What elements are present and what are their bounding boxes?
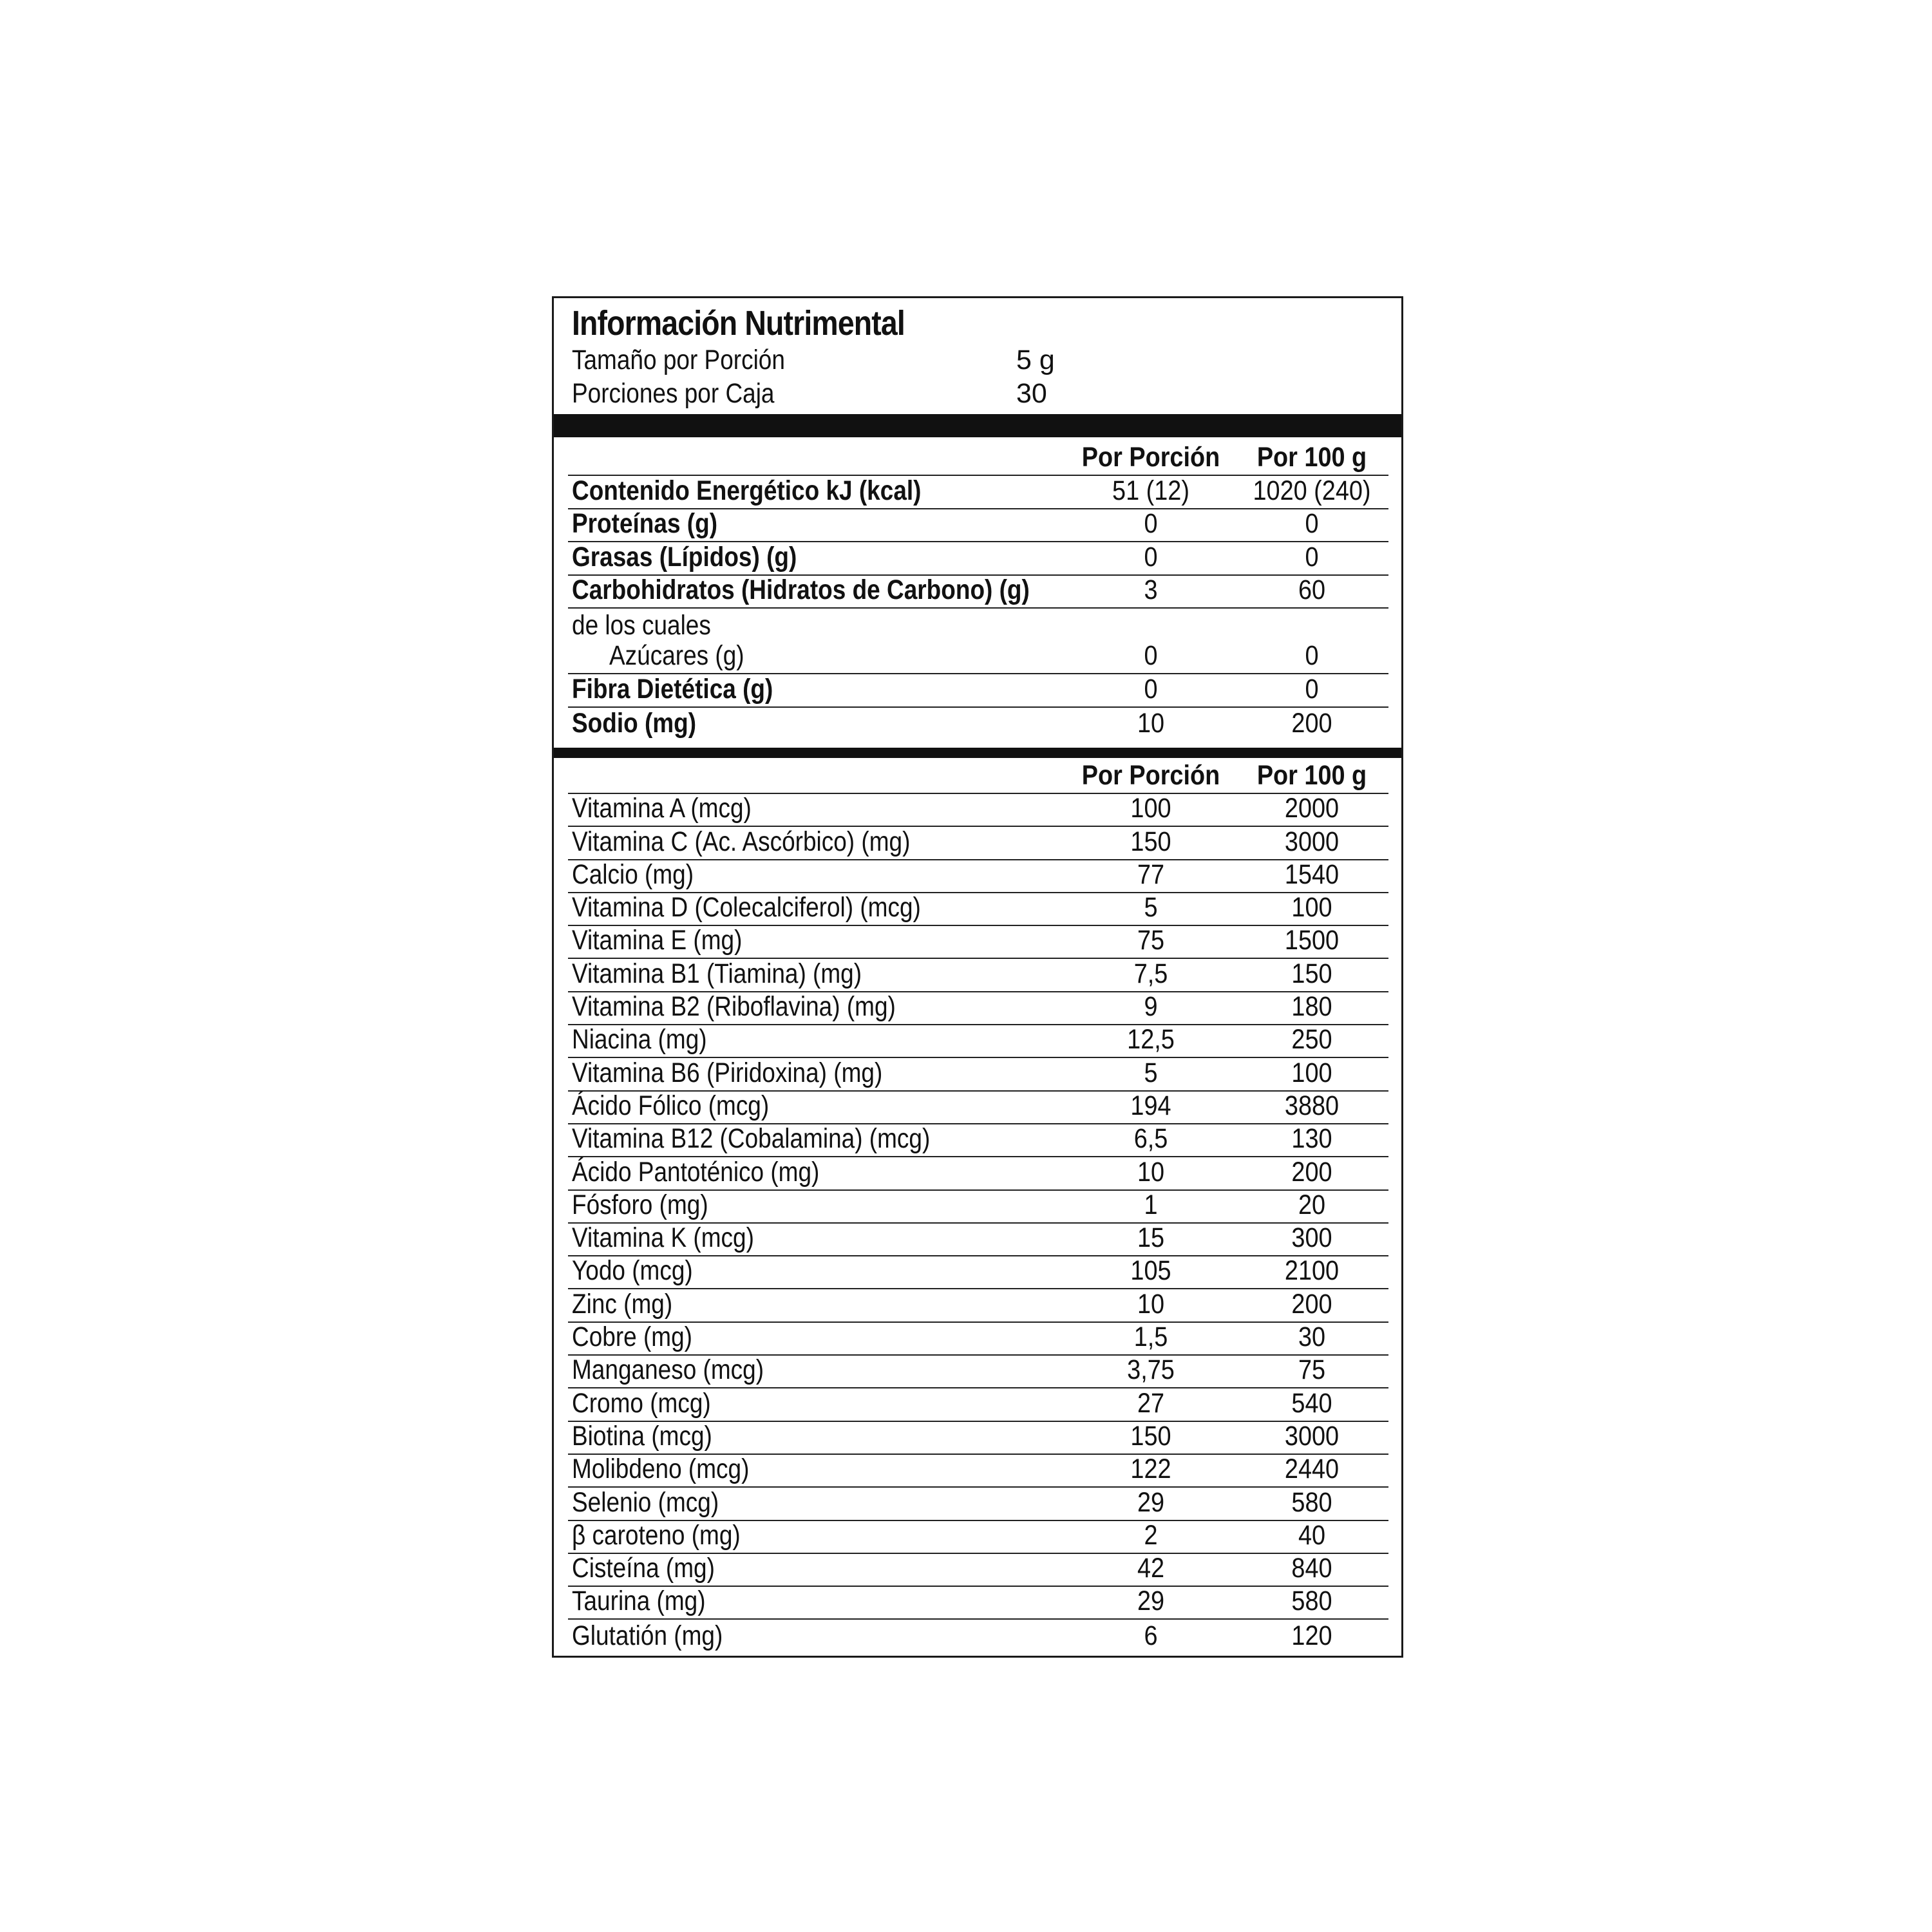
micro-row bbox=[568, 1554, 1388, 1587]
micro-row bbox=[568, 926, 1388, 959]
nutrient-name: Taurina (mg) bbox=[572, 1586, 706, 1617]
macro-row bbox=[568, 542, 1388, 576]
macro-row bbox=[568, 708, 1388, 741]
value-per-serving: 0 bbox=[1144, 673, 1158, 705]
nutrient-name: Vitamina E (mg) bbox=[572, 925, 743, 956]
value-per-serving: 10 bbox=[1137, 1156, 1165, 1188]
value-per-100g: 75 bbox=[1298, 1354, 1326, 1386]
value-per-serving: 3 bbox=[1144, 574, 1158, 605]
micro-row bbox=[568, 1058, 1388, 1091]
value-per-serving: 150 bbox=[1130, 1420, 1171, 1452]
value-per-100g: 580 bbox=[1291, 1586, 1332, 1617]
nutrient-name: Niacina (mg) bbox=[572, 1024, 707, 1056]
nutrient-name: Proteínas (g) bbox=[572, 508, 718, 539]
nutrient-name: Vitamina B6 (Piridoxina) (mg) bbox=[572, 1057, 883, 1088]
sub-group-label: de los cuales bbox=[572, 610, 711, 641]
nutrient-name: β caroteno (mg) bbox=[572, 1519, 741, 1551]
column-header-per-serving: Por Porción bbox=[1081, 442, 1220, 473]
micro-row bbox=[568, 1323, 1388, 1356]
micro-row bbox=[568, 992, 1388, 1025]
value-per-100g: 100 bbox=[1291, 1057, 1332, 1088]
value-per-serving: 100 bbox=[1130, 793, 1171, 824]
value-per-serving: 5 bbox=[1144, 892, 1158, 923]
nutrient-name: Fibra Dietética (g) bbox=[572, 673, 773, 705]
micro-row bbox=[568, 1521, 1388, 1554]
value-per-100g: 200 bbox=[1291, 1156, 1332, 1188]
nutrient-name: Grasas (Lípidos) (g) bbox=[572, 541, 797, 573]
micro-row bbox=[568, 1025, 1388, 1058]
nutrient-name: Vitamina K (mcg) bbox=[572, 1222, 754, 1254]
micro-row bbox=[568, 1157, 1388, 1190]
value-per-100g: 120 bbox=[1291, 1620, 1332, 1651]
value-per-100g: 300 bbox=[1291, 1222, 1332, 1254]
servings-per-box-label: Porciones por Caja bbox=[572, 378, 775, 409]
macro-row bbox=[568, 476, 1388, 509]
value-per-100g: 60 bbox=[1298, 574, 1326, 605]
serving-size-value: 5 g bbox=[1016, 345, 1055, 375]
nutrient-name: Ácido Pantoténico (mg) bbox=[572, 1156, 820, 1188]
column-header-per-serving: Por Porción bbox=[1081, 760, 1220, 791]
nutrient-name: Sodio (mg) bbox=[572, 708, 697, 739]
nutrient-name: Biotina (mcg) bbox=[572, 1420, 712, 1452]
nutrient-name: Ácido Fólico (mcg) bbox=[572, 1090, 770, 1121]
micro-row bbox=[568, 1256, 1388, 1289]
value-per-100g: 150 bbox=[1291, 958, 1332, 989]
nutrient-name: Vitamina B1 (Tiamina) (mg) bbox=[572, 958, 862, 989]
column-header-per-100g: Por 100 g bbox=[1256, 760, 1367, 791]
value-per-100g: 20 bbox=[1298, 1189, 1326, 1220]
value-per-serving: 10 bbox=[1137, 708, 1165, 739]
nutrient-name: Calcio (mg) bbox=[572, 858, 694, 890]
nutrition-label bbox=[552, 296, 1403, 1658]
nutrient-name: Carbohidratos (Hidratos de Carbono) (g) bbox=[572, 574, 1030, 605]
value-per-100g: 2100 bbox=[1284, 1255, 1340, 1287]
value-per-100g: 840 bbox=[1291, 1553, 1332, 1584]
value-per-100g: 3000 bbox=[1284, 826, 1340, 857]
value-per-100g: 2000 bbox=[1284, 793, 1340, 824]
value-per-100g: 0 bbox=[1305, 673, 1319, 705]
value-per-serving: 0 bbox=[1144, 508, 1158, 539]
macronutrient-table bbox=[568, 439, 1388, 741]
value-per-serving: 0 bbox=[1144, 640, 1158, 671]
value-per-serving: 150 bbox=[1130, 826, 1171, 857]
section-divider-bar bbox=[554, 748, 1401, 758]
nutrient-name: Contenido Energético kJ (kcal) bbox=[572, 475, 922, 506]
macro-row bbox=[568, 674, 1388, 708]
value-per-100g: 180 bbox=[1291, 991, 1332, 1023]
macro-header-row bbox=[568, 439, 1388, 476]
value-per-100g: 0 bbox=[1305, 541, 1319, 573]
nutrient-name: Yodo (mcg) bbox=[572, 1255, 693, 1287]
micro-row bbox=[568, 827, 1388, 860]
value-per-100g: 1500 bbox=[1284, 925, 1340, 956]
value-per-100g: 3000 bbox=[1284, 1420, 1340, 1452]
nutrient-name: Glutatión (mg) bbox=[572, 1620, 723, 1651]
value-per-serving: 7,5 bbox=[1133, 958, 1168, 989]
value-per-100g: 200 bbox=[1291, 1288, 1332, 1320]
value-per-serving: 42 bbox=[1137, 1553, 1165, 1584]
macro-row bbox=[568, 576, 1388, 609]
nutrient-name: Vitamina D (Colecalciferol) (mcg) bbox=[572, 892, 921, 923]
value-per-100g: 540 bbox=[1291, 1387, 1332, 1419]
nutrient-name: Cisteína (mg) bbox=[572, 1553, 715, 1584]
value-per-100g: 2440 bbox=[1284, 1454, 1340, 1485]
nutrient-name: Vitamina A (mcg) bbox=[572, 793, 752, 824]
value-per-serving: 27 bbox=[1137, 1387, 1165, 1419]
micro-row bbox=[568, 1422, 1388, 1455]
nutrient-name: Manganeso (mcg) bbox=[572, 1354, 764, 1386]
nutrient-name: Selenio (mcg) bbox=[572, 1486, 719, 1518]
micro-row bbox=[568, 860, 1388, 893]
macro-row bbox=[568, 509, 1388, 543]
nutrient-name: Cromo (mcg) bbox=[572, 1387, 711, 1419]
value-per-100g: 250 bbox=[1291, 1024, 1332, 1056]
value-per-serving: 75 bbox=[1137, 925, 1165, 956]
value-per-100g: 1020 (240) bbox=[1253, 475, 1371, 506]
nutrient-name: Zinc (mg) bbox=[572, 1288, 673, 1320]
micro-row bbox=[568, 1224, 1388, 1256]
value-per-serving: 194 bbox=[1130, 1090, 1171, 1121]
nutrient-name: Vitamina B2 (Riboflavina) (mg) bbox=[572, 991, 896, 1023]
value-per-serving: 10 bbox=[1137, 1288, 1165, 1320]
value-per-serving: 2 bbox=[1144, 1519, 1158, 1551]
value-per-serving: 77 bbox=[1137, 858, 1165, 890]
micro-row bbox=[568, 1388, 1388, 1421]
micronutrient-table bbox=[568, 758, 1388, 1653]
nutrient-name: Cobre (mg) bbox=[572, 1321, 692, 1353]
value-per-100g: 100 bbox=[1291, 892, 1332, 923]
value-per-serving: 15 bbox=[1137, 1222, 1165, 1254]
nutrient-name: Azúcares (g) bbox=[609, 640, 744, 671]
value-per-100g: 1540 bbox=[1284, 858, 1340, 890]
servings-per-box-value: 30 bbox=[1016, 378, 1047, 409]
value-per-serving: 6 bbox=[1144, 1620, 1158, 1651]
section-divider-bar bbox=[554, 414, 1401, 437]
nutrient-name: Molibdeno (mcg) bbox=[572, 1454, 750, 1485]
value-per-100g: 0 bbox=[1305, 508, 1319, 539]
column-header-per-100g: Por 100 g bbox=[1256, 442, 1367, 473]
value-per-serving: 0 bbox=[1144, 541, 1158, 573]
micro-row bbox=[568, 959, 1388, 992]
value-per-serving: 5 bbox=[1144, 1057, 1158, 1088]
value-per-serving: 6,5 bbox=[1133, 1123, 1168, 1155]
macro-row bbox=[568, 609, 1388, 674]
micro-row bbox=[568, 1124, 1388, 1157]
micro-row bbox=[568, 1620, 1388, 1653]
value-per-serving: 29 bbox=[1137, 1586, 1165, 1617]
nutrient-name: Vitamina C (Ac. Ascórbico) (mg) bbox=[572, 826, 911, 857]
micro-row bbox=[568, 1191, 1388, 1224]
micro-row bbox=[568, 1587, 1388, 1620]
micro-row bbox=[568, 794, 1388, 827]
value-per-100g: 130 bbox=[1291, 1123, 1332, 1155]
value-per-serving: 51 (12) bbox=[1112, 475, 1189, 506]
value-per-serving: 1 bbox=[1144, 1189, 1158, 1220]
value-per-serving: 105 bbox=[1130, 1255, 1171, 1287]
value-per-serving: 122 bbox=[1130, 1454, 1171, 1485]
value-per-100g: 40 bbox=[1298, 1519, 1326, 1551]
value-per-100g: 0 bbox=[1305, 640, 1319, 671]
micro-header-row bbox=[568, 758, 1388, 794]
serving-size-label: Tamaño por Porción bbox=[572, 345, 785, 375]
value-per-serving: 9 bbox=[1144, 991, 1158, 1023]
micro-row bbox=[568, 1455, 1388, 1488]
value-per-100g: 3880 bbox=[1284, 1090, 1340, 1121]
value-per-serving: 3,75 bbox=[1127, 1354, 1175, 1386]
micro-row bbox=[568, 893, 1388, 926]
micro-row bbox=[568, 1092, 1388, 1124]
nutrient-name: Vitamina B12 (Cobalamina) (mcg) bbox=[572, 1123, 931, 1155]
value-per-100g: 30 bbox=[1298, 1321, 1326, 1353]
micro-row bbox=[568, 1488, 1388, 1520]
value-per-100g: 580 bbox=[1291, 1486, 1332, 1518]
nutrient-name: Fósforo (mg) bbox=[572, 1189, 708, 1220]
value-per-serving: 29 bbox=[1137, 1486, 1165, 1518]
value-per-100g: 200 bbox=[1291, 708, 1332, 739]
micro-row bbox=[568, 1289, 1388, 1322]
micro-row bbox=[568, 1356, 1388, 1388]
value-per-serving: 1,5 bbox=[1133, 1321, 1168, 1353]
label-title: Información Nutrimental bbox=[572, 304, 905, 343]
value-per-serving: 12,5 bbox=[1127, 1024, 1175, 1056]
